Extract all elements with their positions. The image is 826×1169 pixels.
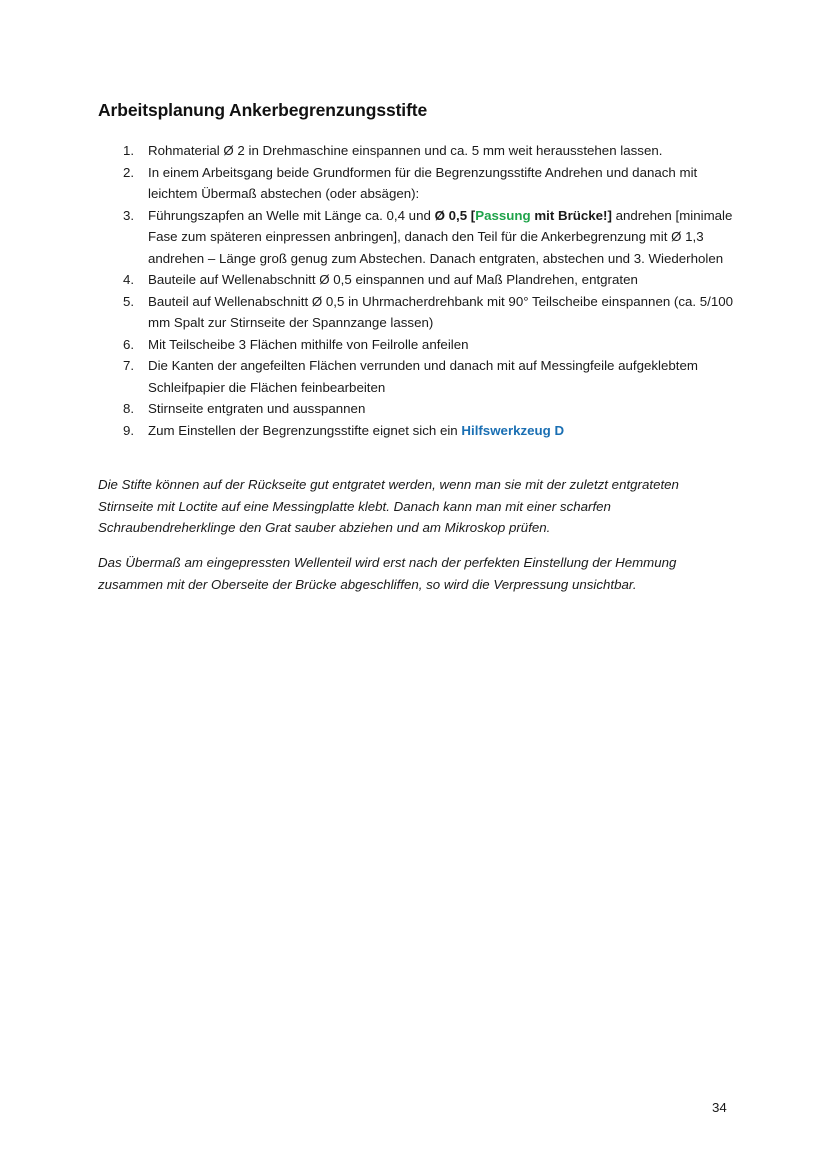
step-number: 4.	[123, 272, 135, 287]
step-text: Mit Teilscheibe 3 Flächen mithilfe von Feilrolle anfeilen	[148, 336, 469, 352]
list-item-step-6	[98, 334, 738, 356]
list-item-step-4	[98, 269, 738, 291]
list-item-step-1	[98, 140, 738, 162]
list-item-step-9	[98, 420, 738, 442]
step-number: 2.	[123, 164, 135, 180]
list-item-step-7	[98, 355, 738, 398]
step-number: 3.	[123, 207, 135, 223]
step-number: 1.	[123, 143, 135, 158]
list-item-step-2	[98, 162, 738, 205]
step-text-intro: Führungszapfen an Welle mit Länge ca. 0,4 und	[148, 207, 435, 223]
step-number: 7.	[123, 358, 135, 373]
bridge-spec: mit Brücke!]	[530, 207, 612, 223]
page-title: Arbeitsplanung Ankerbegrenzungsstifte	[98, 100, 428, 120]
step-number: 6.	[123, 336, 135, 352]
step-text-rest: andrehen [minimale Fase zum späteren einpressen anbringen], danach den Teil für die Ankerbegrenzung mit Ø 1,3 andrehen – Länge groß genug zum Abstechen. Danach entgraten, abstechen und 3. Wiederholen	[148, 207, 733, 266]
step-number: 9.	[123, 422, 135, 438]
step-number: 5.	[123, 293, 135, 309]
step-text: Stirnseite entgraten und ausspannen	[148, 401, 366, 416]
step-text: In einem Arbeitsgang beide Grundformen für die Begrenzungsstifte Andrehen und danach mit leichtem Übermaß abstechen (oder absägen):	[148, 164, 698, 201]
step-text: Rohmaterial Ø 2 in Drehmaschine einspannen und ca. 5 mm weit herausstehen lassen.	[148, 143, 663, 158]
step-text: Bauteil auf Wellenabschnitt Ø 0,5 in Uhrmacherdrehbank mit 90° Teilscheibe einspannen (ca. 5/100 mm Spalt zur Stirnseite der Spannzange lassen)	[148, 293, 734, 330]
work-steps-list	[98, 140, 738, 441]
step-text: Zum Einstellen der Begrenzungsstifte eignet sich ein	[148, 422, 462, 438]
deburring-note: Die Stifte können auf der Rückseite gut entgratet werden, wenn man sie mit der zuletzt entgrateten Stirnseite mit Loctite auf eine Messingplatte klebt. Danach kann man mit einer scharfen Schraubendreherklinge den Grat sauber abziehen und am Mikroskop prüfen.	[98, 477, 679, 535]
list-item-step-8	[98, 398, 738, 420]
passung-highlight: Passung	[475, 207, 531, 223]
hilfswerkzeug-link[interactable]: Hilfswerkzeug D	[461, 422, 565, 438]
step-text: Bauteile auf Wellenabschnitt Ø 0,5 einspannen und auf Maß Plandrehen, entgraten	[148, 272, 638, 287]
page-number: 34	[712, 1100, 727, 1115]
diameter-spec: Ø 0,5 [	[434, 207, 476, 223]
press-fit-note: Das Übermaß am eingepressten Wellenteil wird erst nach der perfekten Einstellung der Hemmung zusammen mit der Oberseite der Brücke abgeschliffen, so wird die Verpressung unsichtbar.	[98, 555, 677, 592]
list-item-step-5	[98, 291, 738, 334]
list-item-step-3	[98, 205, 738, 270]
step-number: 8.	[123, 401, 135, 416]
step-text: Die Kanten der angefeilten Flächen verrunden und danach mit auf Messingfeile aufgeklebtem Schleifpapier die Flächen feinbearbeiten	[148, 358, 698, 395]
